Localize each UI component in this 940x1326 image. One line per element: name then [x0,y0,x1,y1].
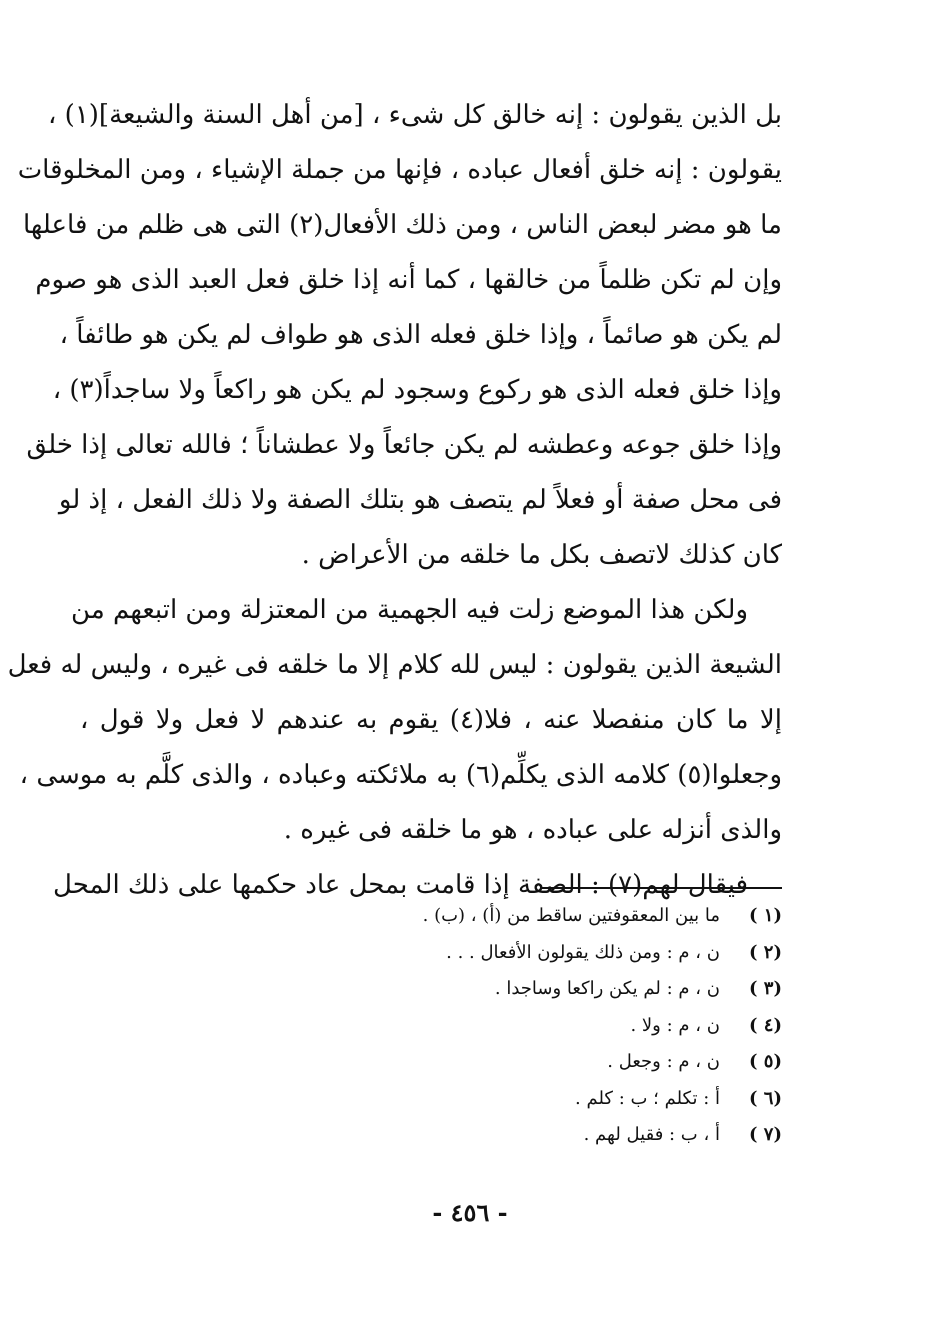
footnote-number: (٢ ) [749,941,782,963]
text-line: كان كذلك لاتصف بكل ما خلقه من الأعراض . [301,540,782,570]
footnote-item [262,898,782,935]
text-line: لم يكن هو صائماً ، وإذا خلق فعله الذى هو طواف لم يكن هو طائفاً ، [59,320,782,350]
footnote-text: ن ، م : ولا . [630,1014,720,1036]
footnote-number: (١ ) [749,905,782,926]
body-text [7,88,782,913]
text-line: وإذا خلق جوعه وعطشه لم يكن جائعاً ولا عطشاناً ؛ فالله تعالى إذا خلق [26,430,782,460]
text-line: الشيعة الذين يقولون : ليس لله كلام إلا ما خلقه فى غيره ، وليس له فعل [7,650,782,680]
text-line: والذى أنزله على عباده ، هو ما خلقه فى غيره . [283,815,782,845]
footnote-item [262,935,782,972]
footnote-item [262,1081,782,1118]
page-content [7,88,782,913]
footnote-number: (٦ ) [749,1087,782,1109]
footnote-text: ما بين المعقوفتين ساقط من (أ) ، (ب) . [422,905,720,926]
text-line: يقولون : إنه خلق أفعال عباده ، فإنها من جملة الإشياء ، ومن المخلوقات [17,155,782,185]
footnote-item [262,971,782,1008]
footnote-divider [541,887,782,889]
footnote-number: (٥ ) [749,1051,782,1072]
footnote-number: (٧ ) [749,1124,782,1145]
text-line: ولكن هذا الموضع زلت فيه الجهمية من المعتزلة ومن اتبعهم من [71,595,748,625]
footnote-text: أ ، ب : فقيل لهم . [583,1124,720,1145]
text-line: فيقال لهم(٧) : الصفة إذا قامت بمحل عاد حكمها على ذلك المحل [53,870,748,900]
text-line: بل الذين يقولون : إنه خالق كل شىء ، [من أهل السنة والشيعة](١) ، [48,100,782,130]
text-line: فى محل صفة أو فعلاً لم يتصف هو بتلك الصفة ولا ذلك الفعل ، إذ لو [58,485,782,515]
footnote-text: ن ، م : لم يكن راكعا وساجدا . [494,978,720,999]
text-line: وإذا خلق فعله الذى هو ركوع وسجود لم يكن هو راكعاً ولا ساجداً(٣) ، [52,375,782,405]
text-line: ما هو مضر لبعض الناس ، ومن ذلك الأفعال(٢) التى هى ظلم من فاعلها [23,210,782,240]
footnote-number: (٤ ) [749,1014,782,1036]
footnote-text: ن ، م : ومن ذلك يقولون الأفعال . . . [446,941,720,963]
footnote-text: أ : تكلم ؛ ب : كلم . [575,1087,720,1109]
text-line: وإن لم تكن ظلماً من خالقها ، كما أنه إذا خلق فعل العبد الذى هو صوم [35,265,782,295]
footnotes [262,898,782,1154]
page-number: - ٤٥٦ - [432,1198,508,1227]
footnote-item [262,1008,782,1045]
text-line: وجعلوا(٥) كلامه الذى يكلِّم(٦) به ملائكته وعباده ، والذى كلَّم به موسى ، [19,760,782,790]
footnote-item [262,1044,782,1081]
footnote-item [262,1117,782,1154]
footnote-number: (٣ ) [749,978,782,999]
text-line: إلا ما كان منفصلا عنه ، فلا(٤) يقوم به عندهم لا فعل ولا قول ، [80,705,782,735]
footnote-text: ن ، م : وجعل . [607,1051,720,1072]
